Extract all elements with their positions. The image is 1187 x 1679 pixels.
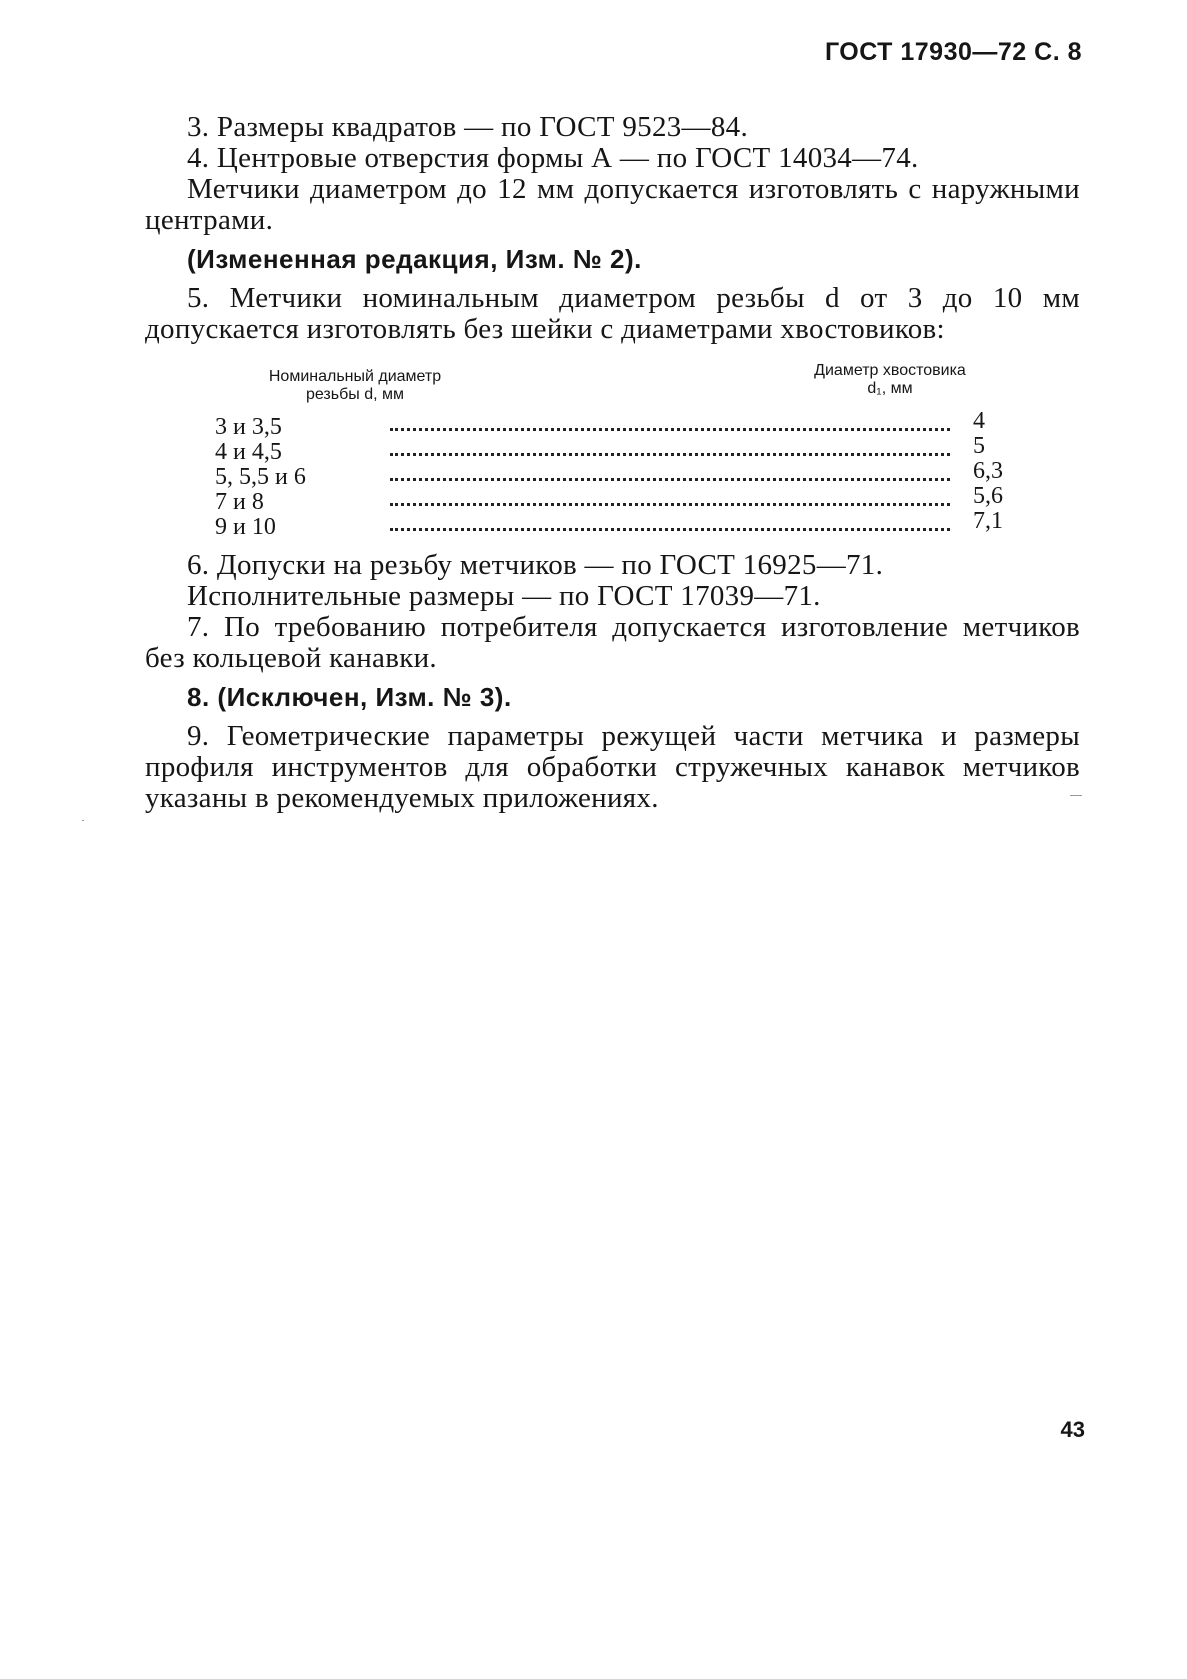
shank-diameter-cell: 7,1 — [973, 508, 1003, 534]
nominal-diameter-cell: 5, 5,5 и 6 — [215, 464, 306, 490]
nominal-diameter-header: Номинальный диаметр резьбы d, мм — [268, 368, 442, 403]
document-body-continued — [145, 550, 1080, 814]
table-row — [215, 483, 1075, 515]
table-row — [215, 458, 1075, 490]
leader-dots — [390, 503, 950, 506]
table-row — [215, 408, 1075, 440]
table-row — [215, 433, 1075, 465]
shank-table-header — [145, 362, 1085, 416]
item-4-note: Метчики диаметром до 12 мм допускается изготовлять с наружными центрами. — [145, 173, 1080, 236]
nominal-diameter-cell: 7 и 8 — [215, 489, 264, 515]
item-7: 7. По требованию потребителя допускается изготовление метчиков без кольцевой канавки. — [145, 611, 1080, 674]
item-9: 9. Геометрические параметры режущей части метчика и размеры профиля инструментов для обработки стружечных канавок метчиков указаны в рекомендуемых приложениях. — [145, 720, 1080, 814]
shank-diameter-cell: 5,6 — [973, 483, 1003, 509]
table-row — [215, 508, 1075, 540]
nominal-diameter-cell: 4 и 4,5 — [215, 439, 282, 465]
nominal-diameter-cell: 3 и 3,5 — [215, 414, 282, 440]
item-4: 4. Центровые отверстия формы А — по ГОСТ 14034—74. — [187, 142, 919, 174]
item-8: 8. (Исключен, Изм. № 3). — [187, 682, 512, 712]
shank-diameter-cell: 5 — [973, 433, 985, 459]
shank-diameter-cell: 6,3 — [973, 458, 1003, 484]
item-3: 3. Размеры квадратов — по ГОСТ 9523—84. — [187, 111, 749, 143]
change-note-2: (Измененная редакция, Изм. № 2). — [187, 244, 642, 274]
item-6-note: Исполнительные размеры — по ГОСТ 17039—71. — [187, 580, 821, 612]
document-body — [145, 112, 1080, 345]
leader-dots — [390, 478, 950, 481]
item-6: 6. Допуски на резьбу метчиков — по ГОСТ 16925—71. — [187, 549, 884, 581]
page-header: ГОСТ 17930—72 С. 8 — [824, 38, 1082, 66]
leader-dots — [390, 528, 950, 531]
shank-diameter-header: Диаметр хвостовика d₁, мм — [814, 362, 966, 397]
shank-table — [215, 408, 1075, 540]
shank-diameter-cell: 4 — [973, 408, 985, 434]
scan-mark — [1070, 795, 1082, 796]
item-5: 5. Метчики номинальным диаметром резьбы d от 3 до 10 мм допускается изготовлять без шейки с диаметрами хвостовиков: — [145, 282, 1080, 345]
leader-dots — [390, 453, 950, 456]
scan-mark — [82, 820, 84, 821]
leader-dots — [390, 428, 950, 431]
page-number: 43 — [1060, 1417, 1085, 1442]
nominal-diameter-cell: 9 и 10 — [215, 514, 276, 540]
